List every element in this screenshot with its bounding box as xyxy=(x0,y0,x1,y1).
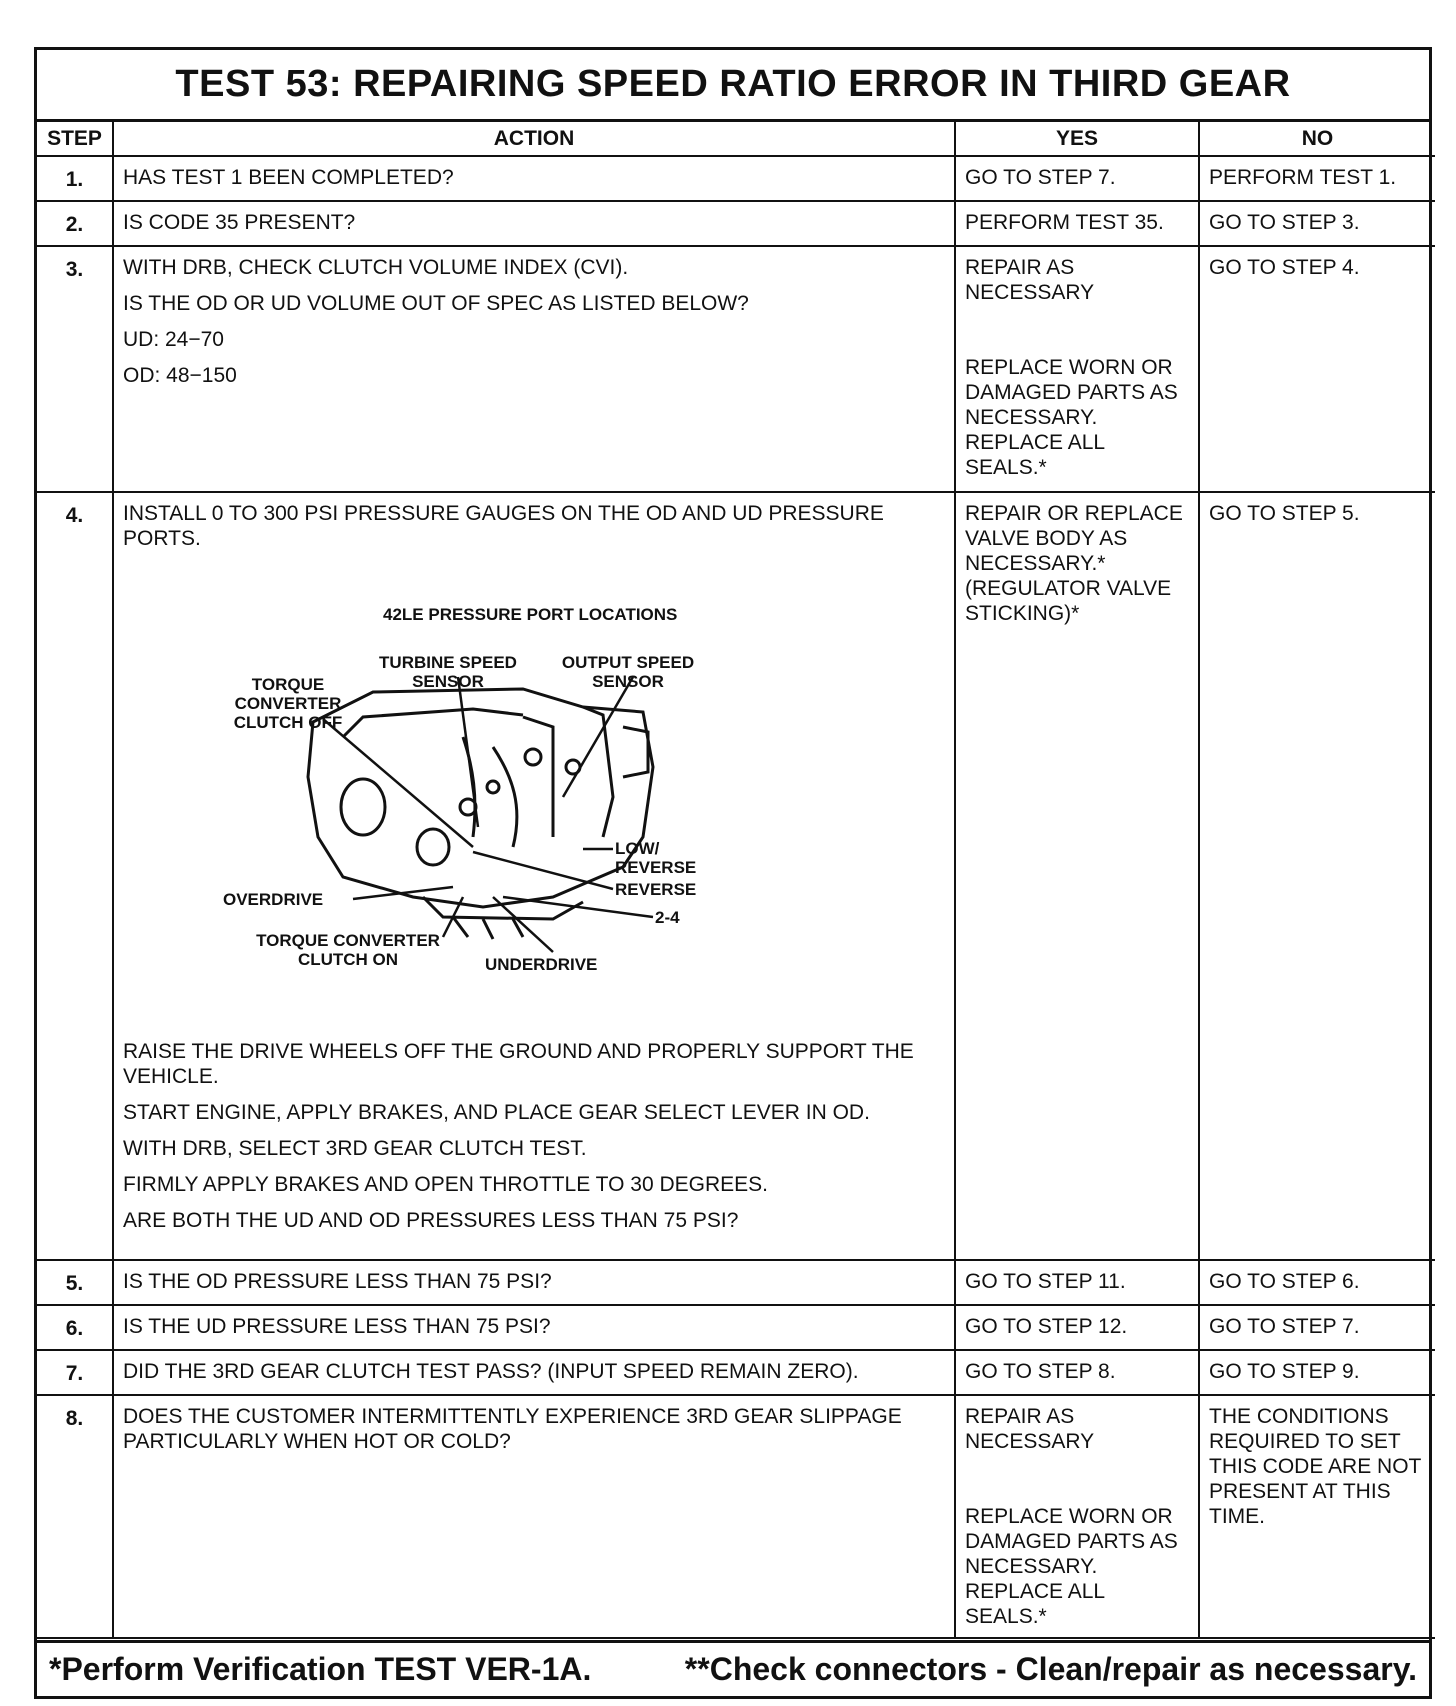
underdrive-label: UNDERDRIVE xyxy=(485,955,598,974)
action-cell xyxy=(113,1305,955,1350)
action-text: RAISE THE DRIVE WHEELS OFF THE GROUND AND PROPERLY SUPPORT THE VEHICLE. xyxy=(123,1040,914,1088)
procedure-table xyxy=(37,122,1435,1639)
step-number: 2. xyxy=(37,201,113,246)
action-text: FIRMLY APPLY BRAKES AND OPEN THROTTLE TO 30 DEGREES. xyxy=(123,1173,768,1196)
action-text: WITH DRB, SELECT 3RD GEAR CLUTCH TEST. xyxy=(123,1137,587,1160)
yes-cell xyxy=(955,246,1199,492)
step-number: 5. xyxy=(37,1260,113,1305)
step-number: 6. xyxy=(37,1305,113,1350)
yes-text: GO TO STEP 12. xyxy=(965,1315,1128,1338)
yes-cell xyxy=(955,1395,1199,1638)
yes-cell xyxy=(955,156,1199,201)
step-number: 7. xyxy=(37,1350,113,1395)
header-step: STEP xyxy=(37,122,113,156)
low-reverse-label: LOW/ REVERSE xyxy=(615,839,697,877)
table-row xyxy=(37,246,1435,492)
footer-verification-note: *Perform Verification TEST VER-1A. xyxy=(49,1651,592,1687)
action-text: ARE BOTH THE UD AND OD PRESSURES LESS THAN 75 PSI? xyxy=(123,1209,739,1232)
two-four-label: 2-4 xyxy=(655,908,680,927)
header-row xyxy=(37,122,1435,156)
yes-cell xyxy=(955,201,1199,246)
output-speed-sensor-label: OUTPUT SPEED SENSOR xyxy=(561,653,695,691)
yes-text: REPLACE WORN OR DAMAGED PARTS AS NECESSARY. REPLACE ALL SEALS.* xyxy=(965,356,1178,479)
table-row xyxy=(37,1305,1435,1350)
action-text: IS THE UD PRESSURE LESS THAN 75 PSI? xyxy=(123,1315,551,1338)
yes-text: PERFORM TEST 35. xyxy=(965,211,1164,234)
no-text: GO TO STEP 6. xyxy=(1209,1270,1360,1293)
action-cell xyxy=(113,246,955,492)
action-text: HAS TEST 1 BEEN COMPLETED? xyxy=(123,166,454,189)
step-number: 1. xyxy=(37,156,113,201)
no-cell xyxy=(1199,1350,1435,1395)
no-text: GO TO STEP 7. xyxy=(1209,1315,1360,1338)
turbine-speed-sensor-label: TURBINE SPEED SENSOR xyxy=(379,653,517,691)
no-text: THE CONDITIONS REQUIRED TO SET THIS CODE ARE NOT PRESENT AT THIS TIME. xyxy=(1209,1405,1421,1528)
action-cell xyxy=(113,1350,955,1395)
action-text: START ENGINE, APPLY BRAKES, AND PLACE GEAR SELECT LEVER IN OD. xyxy=(123,1101,870,1124)
step-number: 3. xyxy=(37,246,113,492)
diagram-title: 42LE PRESSURE PORT LOCATIONS xyxy=(383,605,678,624)
table-row xyxy=(37,1395,1435,1638)
no-text: PERFORM TEST 1. xyxy=(1209,166,1397,189)
no-cell xyxy=(1199,156,1435,201)
header-yes: YES xyxy=(955,122,1199,156)
yes-text: GO TO STEP 7. xyxy=(965,166,1116,189)
table-row xyxy=(37,156,1435,201)
step-number: 4. xyxy=(37,492,113,1260)
no-cell xyxy=(1199,246,1435,492)
yes-cell xyxy=(955,1350,1199,1395)
no-cell xyxy=(1199,201,1435,246)
step-number: 8. xyxy=(37,1395,113,1638)
table-row xyxy=(37,1350,1435,1395)
no-cell xyxy=(1199,1260,1435,1305)
table-row xyxy=(37,492,1435,1260)
test-sheet xyxy=(34,47,1432,1699)
page-title: TEST 53: REPAIRING SPEED RATIO ERROR IN THIRD GEAR xyxy=(37,50,1429,122)
action-text: INSTALL 0 TO 300 PSI PRESSURE GAUGES ON THE OD AND UD PRESSURE PORTS. xyxy=(123,502,884,550)
header-no: NO xyxy=(1199,122,1435,156)
yes-text: REPAIR AS NECESSARY xyxy=(965,256,1095,304)
yes-cell xyxy=(955,1260,1199,1305)
yes-text: GO TO STEP 8. xyxy=(965,1360,1116,1383)
yes-text: REPAIR OR REPLACE VALVE BODY AS NECESSARY.* (REGULATOR VALVE STICKING)* xyxy=(965,502,1183,625)
header-action: ACTION xyxy=(113,122,955,156)
tcc-on-label: TORQUE CONVERTER CLUTCH ON xyxy=(256,931,440,969)
yes-cell xyxy=(955,492,1199,1260)
no-text: GO TO STEP 4. xyxy=(1209,256,1360,279)
action-text: DOES THE CUSTOMER INTERMITTENTLY EXPERIENCE 3RD GEAR SLIPPAGE PARTICULARLY WHEN HOT OR COLD? xyxy=(123,1405,902,1453)
pressure-port-diagram xyxy=(223,597,723,997)
table-row xyxy=(37,201,1435,246)
action-text: OD: 48−150 xyxy=(123,364,237,387)
yes-text: REPAIR AS NECESSARY xyxy=(965,1405,1095,1453)
footer-notes xyxy=(37,1640,1429,1696)
action-text: IS THE OD PRESSURE LESS THAN 75 PSI? xyxy=(123,1270,552,1293)
no-cell xyxy=(1199,1395,1435,1638)
action-text: WITH DRB, CHECK CLUTCH VOLUME INDEX (CVI). xyxy=(123,256,629,279)
no-text: GO TO STEP 3. xyxy=(1209,211,1360,234)
table-row xyxy=(37,1260,1435,1305)
tcc-off-label: TORQUE CONVERTER CLUTCH OFF xyxy=(233,675,343,732)
action-cell xyxy=(113,201,955,246)
action-text: UD: 24−70 xyxy=(123,328,224,351)
no-text: GO TO STEP 9. xyxy=(1209,1360,1360,1383)
no-text: GO TO STEP 5. xyxy=(1209,502,1360,525)
action-cell xyxy=(113,492,955,1260)
action-cell xyxy=(113,1260,955,1305)
no-cell xyxy=(1199,1305,1435,1350)
action-cell xyxy=(113,156,955,201)
footer-connector-note: **Check connectors - Clean/repair as necessary. xyxy=(684,1651,1417,1687)
overdrive-label: OVERDRIVE xyxy=(223,890,324,909)
reverse-label: REVERSE xyxy=(615,880,697,899)
action-text: IS THE OD OR UD VOLUME OUT OF SPEC AS LISTED BELOW? xyxy=(123,292,749,315)
action-text: IS CODE 35 PRESENT? xyxy=(123,211,356,234)
yes-text: GO TO STEP 11. xyxy=(965,1270,1126,1293)
action-cell xyxy=(113,1395,955,1638)
no-cell xyxy=(1199,492,1435,1260)
yes-text: REPLACE WORN OR DAMAGED PARTS AS NECESSARY. REPLACE ALL SEALS.* xyxy=(965,1505,1178,1628)
action-text: DID THE 3RD GEAR CLUTCH TEST PASS? (INPUT SPEED REMAIN ZERO). xyxy=(123,1360,859,1383)
yes-cell xyxy=(955,1305,1199,1350)
